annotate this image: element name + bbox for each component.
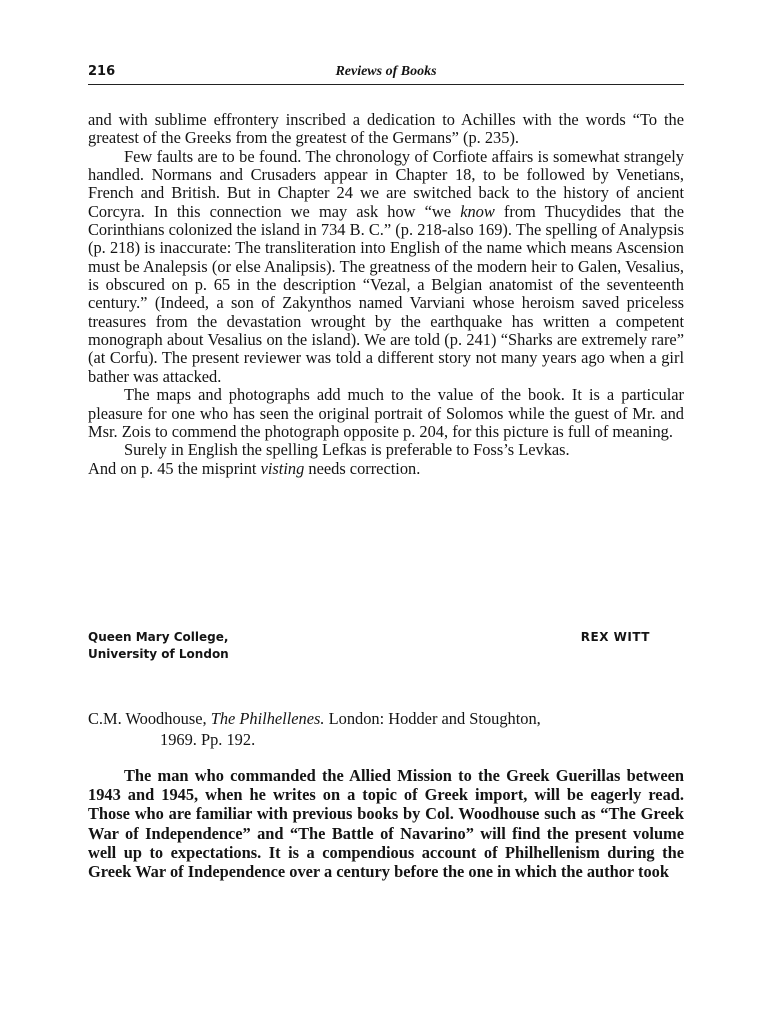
book-year-pages: 1969. Pp. 192.: [160, 730, 256, 749]
reviewer-signature: [88, 629, 684, 663]
book-citation: [88, 708, 684, 750]
running-title: Reviews of Books: [335, 64, 437, 79]
book-title: The Philhellenes.: [210, 709, 325, 728]
running-header: [88, 64, 684, 85]
italic-word: visting: [260, 458, 305, 478]
paragraph: And on p. 45 the misprint visting needs correction.: [88, 458, 421, 478]
paragraph: and with sublime effrontery inscribed a dedication to Achilles with the words “To the greatest of the Greeks from the greatest of the Germans” (p. 235).: [88, 110, 684, 148]
affiliation-line: University of London: [88, 647, 229, 661]
book-publisher: London: Hodder and Stoughton,: [324, 709, 541, 728]
page-number: 216: [88, 64, 116, 79]
review-philhellenes-text: [88, 766, 684, 881]
paragraph: Surely in English the spelling Lefkas is preferable to Foss’s Levkas.: [124, 440, 570, 460]
affiliation-line: Queen Mary College,: [88, 630, 229, 644]
paragraph: The man who commanded the Allied Mission to the Greek Guerillas between 1943 and 1945, when he writes on a topic of Greek import, will be eagerly read. Those who are familiar with previous books by Col. Woodhouse such as “The Greek War of Independence” and “The Battle of Navarino” will find the present volume well up to expectations. It is a compendious account of Philhellenism during the Greek War of Independence over a century before the one in which the author took: [88, 766, 684, 882]
review-rex-witt-text: [88, 111, 684, 478]
book-author: C.M. Woodhouse,: [88, 709, 207, 728]
paragraph: Few faults are to be found. The chronology of Corfiote affairs is somewhat strangely handled. Normans and Crusaders appear in Chapter 18, to be followed by Venetians, French and British. But in Chapter 24 we are switched back to the history of ancient Corcyra. In this connection we may ask how “we know from Thucydides that the Corinthians colonized the island in 734 B. C.” (p. 218-also 169). The spelling of Analypsis (p. 218) is inaccurate: The transliteration into English of the name which means Ascension must be Analepsis (or else Analipsis). The greatness of the modern heir to Galen, Vesalius, is obscured on p. 65 in the description “Vezal, a Belgian anatomist of the seventeenth century.” (Indeed, a son of Zakynthos named Varviani whose heroism saved priceless treasures from the devastation wrought by the earthquake has written a competent monograph about Vesalius on the island). We are told (p. 241) “Sharks are extremely rare” (at Corfu). The present reviewer was told a different story not many years ago when a girl bather was attacked.: [88, 146, 684, 386]
italic-word: know: [460, 201, 495, 221]
paragraph: The maps and photographs add much to the value of the book. It is a particular pleasure for one who has seen the original portrait of Solomos while the guest of Mr. and Msr. Zois to commend the photograph opposite p. 204, for this picture is full of meaning.: [88, 385, 684, 441]
reviewer-name: REX WITT: [580, 630, 650, 644]
citation-line: [88, 708, 684, 729]
